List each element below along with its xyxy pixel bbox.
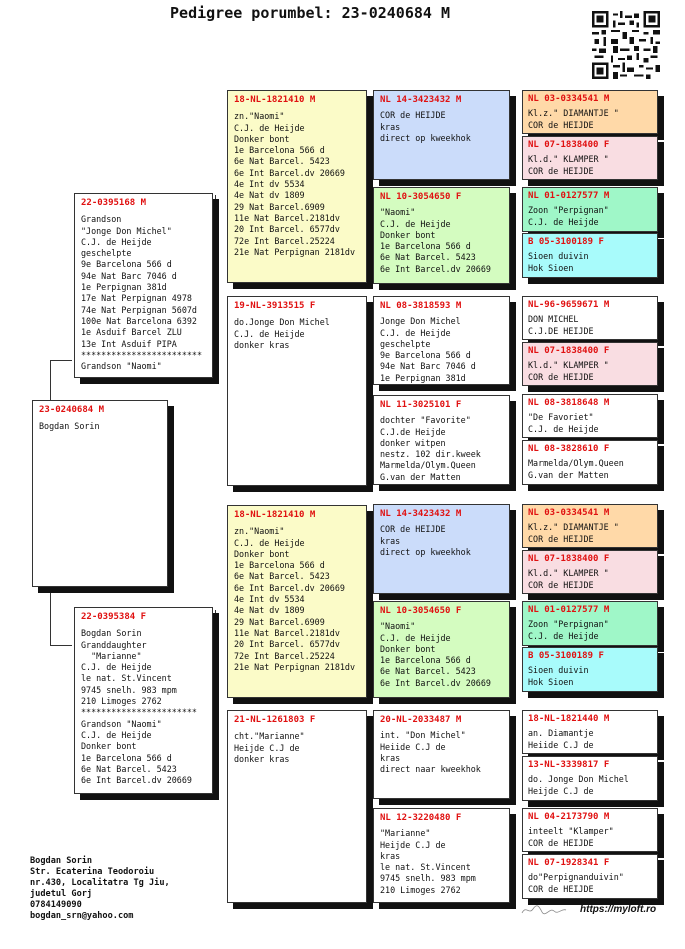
card-line: 1e Barcelona 566 d <box>234 145 325 156</box>
ring-number: B 05-3100189 F <box>528 651 604 661</box>
card-line: "Naomi" <box>380 621 416 632</box>
ring-number: NL 07-1838400 F <box>528 346 610 356</box>
card-line: cht."Marianne" <box>234 731 305 742</box>
card-line: 13e Int Asduif PIPA <box>81 338 177 349</box>
ring-number: NL-96-9659671 M <box>528 300 610 310</box>
connector-line <box>370 555 371 665</box>
card-line: 72e Int Barcel.25224 <box>234 235 335 246</box>
card-line: 1e Barcelona 566 d <box>380 241 471 252</box>
card-line: 6e Int Barcel.dv 20669 <box>234 582 345 593</box>
card-line: *********************** <box>81 707 197 718</box>
card-line: 9745 snelh. 983 mpm <box>380 873 476 884</box>
ring-number: 18-NL-1821440 M <box>528 714 610 724</box>
great-grandparent-card[interactable] <box>373 395 510 485</box>
ring-number: NL 10-3054650 F <box>380 192 462 202</box>
card-line: Marmelda/Olym.Queen <box>528 458 624 469</box>
ring-number: NL 07-1838400 F <box>528 140 610 150</box>
card-line: 21e Nat Perpignan 2181dv <box>234 661 356 672</box>
card-line: direct op kweekhok <box>380 132 471 143</box>
owner-street: Str. Ecaterina Teodoroiu <box>30 867 155 877</box>
ring-number: NL 08-3818648 M <box>528 398 610 408</box>
great-grandparent-card[interactable] <box>373 187 510 284</box>
card-line: Hok Sioen <box>528 676 574 687</box>
card-line: "Jonge Don Michel" <box>81 225 172 236</box>
ring-number: 19-NL-3913515 F <box>234 301 316 311</box>
ring-number: NL 11-3025101 F <box>380 400 462 410</box>
card-line: 4e Nat dv 1809 <box>234 605 305 616</box>
card-line: Zoon "Perpignan" <box>528 205 609 216</box>
page-title: Pedigree porumbel: 23-0240684 M <box>170 4 450 22</box>
card-line: 72e Int Barcel.25224 <box>234 650 335 661</box>
card-line: G.van der Matten <box>528 469 609 480</box>
ring-number: NL 07-1838400 F <box>528 554 610 564</box>
great-grandparent-card[interactable] <box>373 710 510 799</box>
card-line: Donker bont <box>380 643 436 654</box>
card-line: donker kras <box>234 339 290 350</box>
card-line: Heiide C.J de <box>380 741 446 752</box>
footer-link[interactable]: https://myloft.ro <box>580 904 657 915</box>
card-line: C.J.de Heijde <box>380 426 446 437</box>
card-line: do"Perpignanduivin" <box>528 872 624 883</box>
card-line: 6e Nat Barcel. 5423 <box>81 763 177 774</box>
gg-grandparent-card[interactable] <box>522 136 658 180</box>
subject-pigeon-card[interactable] <box>32 400 168 587</box>
gg-grandparent-card[interactable] <box>522 647 658 692</box>
card-line: direct op kweekhok <box>380 546 471 557</box>
card-line: 6e Int Barcel.dv 20669 <box>234 167 345 178</box>
card-line: zn."Naomi" <box>234 111 285 122</box>
card-line: Sioen duivin <box>528 665 589 676</box>
card-line: 1e Barcelona 566 d <box>234 560 325 571</box>
card-line: Zoon "Perpignan" <box>528 619 609 630</box>
card-line: COR de HEIJDE <box>380 524 446 535</box>
great-grandparent-card[interactable] <box>373 601 510 698</box>
card-line: COR de HEIJDE <box>380 110 446 121</box>
card-line: 1e Asduif Barcel ZLU <box>81 327 182 338</box>
card-line: Kl.d." KLAMPER " <box>528 568 609 579</box>
card-line: Heijde C.J de <box>528 785 594 796</box>
gg-grandparent-card[interactable] <box>522 233 658 278</box>
card-line: Marmelda/Olym.Queen <box>380 460 476 471</box>
card-line: kras <box>380 535 401 546</box>
ring-number: NL 01-0127577 M <box>528 605 610 615</box>
grandsire-card[interactable] <box>227 90 367 283</box>
ring-number: 18-NL-1821410 M <box>234 95 316 105</box>
card-line: 6e Nat Barcel. 5423 <box>380 666 476 677</box>
ring-number: NL 14-3423432 M <box>380 509 462 519</box>
card-line: geschelpte <box>81 248 132 259</box>
card-line: 1e Perpignan 381d <box>380 372 466 383</box>
card-line: Grandson "Naomi" <box>81 718 162 729</box>
connector-line <box>370 140 371 250</box>
card-line: 6e Nat Barcel. 5423 <box>234 156 330 167</box>
card-line: Heijde C.J de <box>380 839 446 850</box>
card-line: Hok Sioen <box>528 262 574 273</box>
card-line: Donker bont <box>380 229 436 240</box>
connector-line <box>50 360 72 361</box>
connector-line <box>370 760 371 860</box>
gg-grandparent-card[interactable] <box>522 90 658 134</box>
card-line: C.J. de Heijde <box>528 630 599 641</box>
owner-county: judetul Gorj <box>30 889 93 899</box>
card-line: C.J. de Heijde <box>380 218 451 229</box>
card-line: 9e Barcelona 566 d <box>81 259 172 270</box>
connector-line <box>50 645 72 646</box>
card-line: inteelt "Klamper" <box>528 826 614 837</box>
card-line: C.J. de Heijde <box>380 327 451 338</box>
card-line: 100e Nat Barcelona 6392 <box>81 315 197 326</box>
grandam-card[interactable] <box>227 296 367 486</box>
card-line: COR de HEIJDE <box>528 579 594 590</box>
gg-grandparent-card[interactable] <box>522 808 658 852</box>
connector-line <box>215 610 216 790</box>
connector-line <box>215 195 216 365</box>
grandsire-card[interactable] <box>227 505 367 698</box>
card-line: C.J. de Heijde <box>234 537 305 548</box>
connector-line <box>50 585 51 645</box>
ring-number: 22-0395384 F <box>81 612 147 622</box>
card-line: 11e Nat Barcel.2181dv <box>234 212 340 223</box>
card-line: 9e Barcelona 566 d <box>380 350 471 361</box>
card-line: geschelpte <box>380 338 431 349</box>
gg-grandparent-card[interactable] <box>522 756 658 801</box>
gg-grandparent-card[interactable] <box>522 440 658 485</box>
card-line: "Marianne" <box>81 650 142 661</box>
ring-number: NL 12-3220480 F <box>380 813 462 823</box>
card-line: 4e Int dv 5534 <box>234 594 305 605</box>
card-line: Donker bont <box>234 133 290 144</box>
card-line: le nat. St.Vincent <box>81 673 172 684</box>
card-lines <box>81 214 206 374</box>
card-line: COR de HEIJDE <box>528 837 594 848</box>
card-line: Kl.d." KLAMPER " <box>528 154 609 165</box>
card-line: Donker bont <box>234 548 290 559</box>
gg-grandparent-card[interactable] <box>522 504 658 548</box>
sire-card[interactable] <box>74 193 213 378</box>
ring-number: NL 07-1928341 F <box>528 858 610 868</box>
card-line: "Marianne" <box>380 828 431 839</box>
card-line: C.J. de Heijde <box>528 216 599 227</box>
dam-card[interactable] <box>74 607 213 794</box>
card-line: 210 Limoges 2762 <box>380 884 461 895</box>
ring-number: NL 08-3818593 M <box>380 301 462 311</box>
card-line: Granddaughter <box>81 639 147 650</box>
ring-number: NL 03-0334541 M <box>528 94 610 104</box>
gg-grandparent-card[interactable] <box>522 550 658 594</box>
great-grandparent-card[interactable] <box>373 504 510 594</box>
card-line: nestz. 102 dir.kweek <box>380 449 481 460</box>
ring-number: B 05-3100189 F <box>528 237 604 247</box>
card-line: 6e Int Barcel.dv 20669 <box>380 677 491 688</box>
card-lines <box>81 628 206 791</box>
card-line: Bogdan Sorin <box>39 421 100 432</box>
ring-number: 13-NL-3339817 F <box>528 760 610 770</box>
ring-number: NL 04-2173790 M <box>528 812 610 822</box>
card-line: int. "Don Michel" <box>380 730 466 741</box>
ring-number: NL 14-3423432 M <box>380 95 462 105</box>
owner-name: Bogdan Sorin <box>30 856 93 866</box>
card-line: kras <box>380 850 401 861</box>
card-line: C.J. de Heijde <box>234 122 305 133</box>
card-line: Heijde C.J de <box>234 742 300 753</box>
signature-icon <box>520 903 568 917</box>
card-line: do. Jonge Don Michel <box>528 774 629 785</box>
card-line: C.J. de Heijde <box>81 662 152 673</box>
ring-number: 21-NL-1261803 F <box>234 715 316 725</box>
card-line: 4e Int dv 5534 <box>234 179 305 190</box>
card-line: 210 Limoges 2762 <box>81 696 162 707</box>
card-line: an. Diamantje <box>528 728 594 739</box>
great-grandparent-card[interactable] <box>373 296 510 385</box>
card-line: 94e Nat Barc 7046 d <box>81 270 177 281</box>
gg-grandparent-card[interactable] <box>522 342 658 386</box>
ring-number: 23-0240684 M <box>39 405 105 415</box>
card-line: DON MICHEL <box>528 314 579 325</box>
gg-grandparent-card[interactable] <box>522 187 658 232</box>
owner-phone: 0784149090 <box>30 900 82 910</box>
card-line: 20 Int Barcel. 6577dv <box>234 639 340 650</box>
card-line: Kl.d." KLAMPER " <box>528 360 609 371</box>
card-line: zn."Naomi" <box>234 526 285 537</box>
card-line: 6e Int Barcel.dv 20669 <box>380 263 491 274</box>
card-line: donker witpen <box>380 437 446 448</box>
card-line: COR de HEIJDE <box>528 119 594 130</box>
gg-grandparent-card[interactable] <box>522 854 658 899</box>
card-line: 11e Nat Barcel.2181dv <box>234 627 340 638</box>
card-line: "De Favoriet" <box>528 412 594 423</box>
card-line: C.J. de Heijde <box>380 632 451 643</box>
card-line: do.Jonge Don Michel <box>234 317 330 328</box>
card-line: Bogdan Sorin <box>81 628 142 639</box>
card-line: "Naomi" <box>380 207 416 218</box>
grandam-card[interactable] <box>227 710 367 903</box>
connector-line <box>50 360 51 400</box>
card-line: Jonge Don Michel <box>380 316 461 327</box>
card-line: ************************ <box>81 349 203 360</box>
card-line: 6e Int Barcel.dv 20669 <box>81 775 192 786</box>
card-line: COR de HEIJDE <box>528 533 594 544</box>
card-line: Kl.z." DIAMANTJE " <box>528 108 619 119</box>
owner-info <box>30 856 170 922</box>
card-line: 21e Nat Perpignan 2181dv <box>234 246 356 257</box>
ring-number: NL 08-3828610 F <box>528 444 610 454</box>
card-line: 1e Barcelona 566 d <box>380 655 471 666</box>
card-line: kras <box>380 121 401 132</box>
card-line: 4e Nat dv 1809 <box>234 190 305 201</box>
great-grandparent-card[interactable] <box>373 808 510 903</box>
card-line: G.van der Matten <box>380 471 461 482</box>
great-grandparent-card[interactable] <box>373 90 510 180</box>
card-line: le nat. St.Vincent <box>380 862 471 873</box>
card-line: Grandson "Naomi" <box>81 361 162 372</box>
gg-grandparent-card[interactable] <box>522 296 658 340</box>
card-line: kras <box>380 752 401 763</box>
gg-grandparent-card[interactable] <box>522 394 658 438</box>
card-line: Grandson <box>81 214 122 225</box>
qr-code-icon <box>592 11 660 79</box>
gg-grandparent-card[interactable] <box>522 601 658 646</box>
ring-number: 18-NL-1821410 M <box>234 510 316 520</box>
card-line: COR de HEIJDE <box>528 165 594 176</box>
ring-number: 20-NL-2033487 M <box>380 715 462 725</box>
card-line: 1e Perpignan 381d <box>81 282 167 293</box>
card-line: C.J. de Heijde <box>81 236 152 247</box>
card-line: COR de HEIJDE <box>528 371 594 382</box>
card-line: Kl.z." DIAMANTJE " <box>528 522 619 533</box>
card-line: 6e Nat Barcel. 5423 <box>234 571 330 582</box>
connector-line <box>370 345 371 445</box>
card-line: 6e Nat Barcel. 5423 <box>380 252 476 263</box>
ring-number: 22-0395168 M <box>81 198 147 208</box>
card-line: Sioen duivin <box>528 251 589 262</box>
card-line: 29 Nat Barcel.6909 <box>234 201 325 212</box>
card-line: C.J.DE HEIJDE <box>528 325 594 336</box>
owner-email: bogdan_srn@yahoo.com <box>30 911 134 921</box>
card-line: 17e Nat Perpignan 4978 <box>81 293 192 304</box>
card-line: donker kras <box>234 753 290 764</box>
card-line: COR de HEIJDE <box>528 883 594 894</box>
ring-number: NL 10-3054650 F <box>380 606 462 616</box>
card-line: 74e Nat Perpignan 5607d <box>81 304 197 315</box>
owner-address: nr.430, Localitatra Tg Jiu, <box>30 878 170 888</box>
card-line: 9745 snelh. 983 mpm <box>81 684 177 695</box>
card-line: 20 Int Barcel. 6577dv <box>234 224 340 235</box>
ring-number: NL 03-0334541 M <box>528 508 610 518</box>
card-line: 94e Nat Barc 7046 d <box>380 361 476 372</box>
card-line: Donker bont <box>81 741 137 752</box>
card-line: C.J. de Heijde <box>234 328 305 339</box>
card-line: dochter "Favorite" <box>380 415 471 426</box>
gg-grandparent-card[interactable] <box>522 710 658 754</box>
card-line: Heiide C.J de <box>528 739 594 750</box>
card-line: 1e Barcelona 566 d <box>81 752 172 763</box>
card-line: 29 Nat Barcel.6909 <box>234 616 325 627</box>
ring-number: NL 01-0127577 M <box>528 191 610 201</box>
card-line: C.J. de Heijde <box>81 729 152 740</box>
card-line: C.J. de Heijde <box>528 423 599 434</box>
card-line: direct naar kweekhok <box>380 764 481 775</box>
